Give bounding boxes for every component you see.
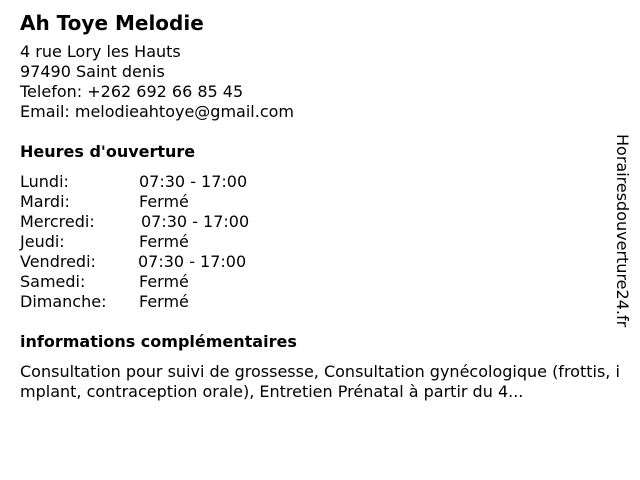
additional-info-text: Consultation pour suivi de grossesse, Consultation gynécologique (frottis, implant, contraception orale), Entretien Prénatal à partir du 4... — [20, 362, 620, 401]
hours-time: 07:30 - 17:00 — [141, 212, 250, 231]
hours-time: Fermé — [139, 232, 189, 251]
business-card — [20, 10, 620, 402]
hours-day: Mercredi: — [20, 212, 95, 231]
hours-row-tuesday — [20, 192, 620, 212]
hours-row-wednesday — [20, 212, 620, 232]
hours-day: Jeudi: — [20, 232, 65, 251]
hours-row-thursday — [20, 232, 620, 252]
phone-number: Telefon: +262 692 66 85 45 — [20, 82, 244, 101]
site-watermark: Horairesdouverture24.fr — [613, 134, 632, 328]
opening-hours-title: Heures d'ouverture — [20, 142, 196, 161]
opening-hours-list — [20, 172, 620, 312]
hours-time: 07:30 - 17:00 — [138, 252, 247, 271]
hours-row-sunday — [20, 292, 620, 312]
hours-row-saturday — [20, 272, 620, 292]
hours-day: Vendredi: — [20, 252, 96, 271]
additional-info-title: informations complémentaires — [20, 332, 297, 351]
hours-time: Fermé — [139, 272, 189, 291]
business-name: Ah Toye Melodie — [20, 11, 204, 35]
email-address: Email: melodieahtoye@gmail.com — [20, 102, 294, 121]
hours-time: Fermé — [139, 292, 189, 311]
hours-day: Dimanche: — [20, 292, 107, 311]
hours-row-monday — [20, 172, 620, 192]
hours-day: Mardi: — [20, 192, 70, 211]
hours-day: Samedi: — [20, 272, 86, 291]
hours-time: 07:30 - 17:00 — [139, 172, 248, 191]
hours-row-friday — [20, 252, 620, 272]
hours-time: Fermé — [139, 192, 189, 211]
address-line-2: 97490 Saint denis — [20, 62, 165, 81]
hours-day: Lundi: — [20, 172, 69, 191]
address-line-1: 4 rue Lory les Hauts — [20, 42, 181, 61]
